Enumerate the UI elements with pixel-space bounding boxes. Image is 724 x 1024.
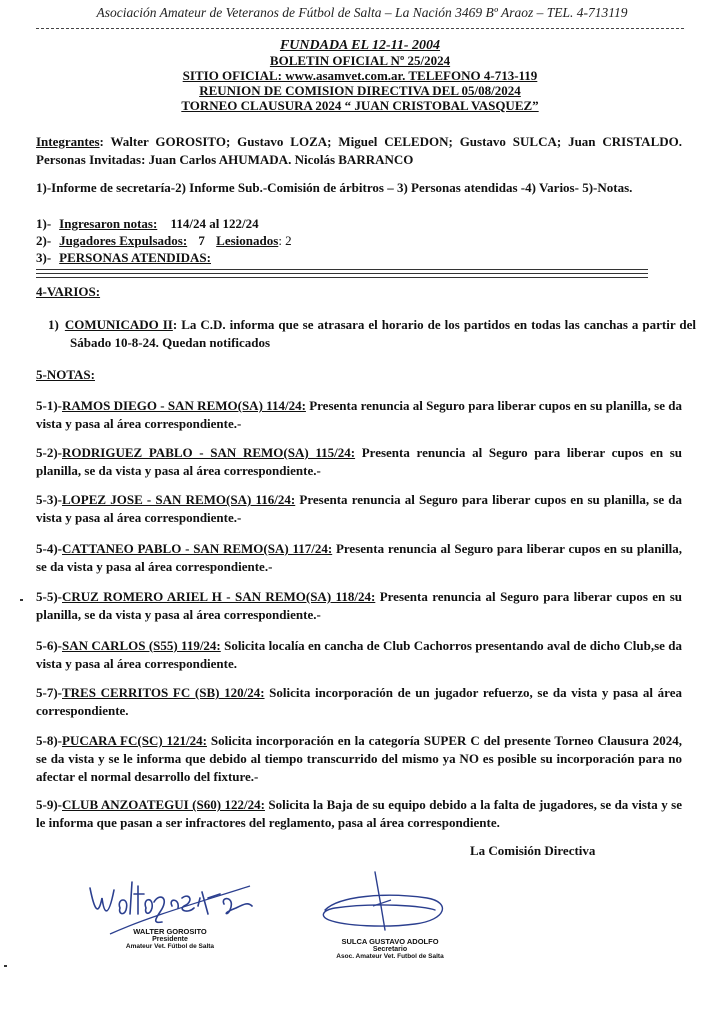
note-reference: CATTANEO PABLO - SAN REMO(SA) 117/24: xyxy=(62,541,333,556)
bulletin-number: BOLETIN OFICIAL Nº 25/2024 xyxy=(269,53,451,68)
note-reference: CRUZ ROMERO ARIEL H - SAN REMO(SA) 118/24: xyxy=(62,589,376,604)
injured-label: Lesionados xyxy=(216,233,279,248)
signer-name: SULCA GUSTAVO ADOLFO xyxy=(341,937,439,946)
varios-item: 1) COMUNICADO II: La C.D. informa que se atrasara el horario de los partidos en todas las canchas a partir del Sábado 10-8-24. Quedan notificados xyxy=(48,317,697,350)
players-line: 2)- Jugadores Expulsados: 7 Lesionados: 2 xyxy=(36,233,292,248)
signer-role: Presidente xyxy=(152,936,188,943)
note-reference: LOPEZ JOSE - SAN REMO(SA) 116/24: xyxy=(62,492,296,507)
bulletin-header xyxy=(36,38,684,113)
members-label: Integrantes xyxy=(36,134,100,149)
agenda-line: 1)-Informe de secretaría-2) Informe Sub.-Comisión de árbitros – 3) Personas atendidas -4) Varios- 5)-Notas. xyxy=(36,180,633,195)
note-item: 5-1)-RAMOS DIEGO - SAN REMO(SA) 114/24: Presenta renuncia al Seguro para liberar cupos en su planilla, se da vista y pasa al área correspondiente.- xyxy=(36,398,682,431)
tournament-title: TORNEO CLAUSURA 2024 “ JUAN CRISTOBAL VASQUEZ” xyxy=(181,98,539,113)
sign-off: La Comisión Directiva xyxy=(470,843,596,858)
members-paragraph xyxy=(36,133,682,169)
note-item: 5-3)-LOPEZ JOSE - SAN REMO(SA) 116/24: Presenta renuncia al Seguro para liberar cupos en su planilla, se da vista y pasa al área correspondiente.- xyxy=(36,492,682,525)
signature-secretary xyxy=(315,866,465,970)
letterhead-divider xyxy=(36,28,684,29)
notas-title: 5-NOTAS: xyxy=(36,367,95,382)
signer-role: Secretario xyxy=(372,946,408,953)
note-item: 5-4)-CATTANEO PABLO - SAN REMO(SA) 117/24: Presenta renuncia al Seguro para liberar cupos en su planilla, se da vista y pasa al área correspondiente.- xyxy=(36,541,683,574)
section-rule xyxy=(36,273,648,274)
section-rule xyxy=(36,269,648,270)
varios-title: 4-VARIOS: xyxy=(36,284,101,299)
members-names: : Walter GOROSITO; Gustavo LOZA; Miguel CELEDON; Gustavo SULCA; Juan CRISTALDO. Personas Invitadas: Juan Carlos AHUMADA. Nicolás BARRANCO xyxy=(36,134,682,167)
signer-org: Amateur Vet. Fútbol de Salta xyxy=(125,943,215,950)
notes-received-label: Ingresaron notas: xyxy=(59,216,158,231)
comunicado-text: : La C.D. informa que se atrasara el horario de los partidos en todas las canchas a partir del Sábado 10-8-24. Quedan notificados xyxy=(70,317,697,350)
note-reference: TRES CERRITOS FC (SB) 120/24: xyxy=(62,685,265,700)
signature-president xyxy=(80,868,260,968)
note-reference: RAMOS DIEGO - SAN REMO(SA) 114/24: xyxy=(62,398,306,413)
meeting-title: REUNION DE COMISION DIRECTIVA DEL 05/08/2024 xyxy=(199,83,521,98)
expelled-label: Jugadores Expulsados: xyxy=(59,233,188,248)
note-item: 5-7)-TRES CERRITOS FC (SB) 120/24: Solicita incorporación de un jugador refuerzo, se da vista y pasa al área correspondiente. xyxy=(36,685,682,718)
handwritten-signature-icon xyxy=(315,866,465,934)
persons-attended-label: PERSONAS ATENDIDAS: xyxy=(59,250,211,265)
injured-value: : 2 xyxy=(278,233,292,248)
note-reference: SAN CARLOS (S55) 119/24: xyxy=(62,638,221,653)
note-item: 5-8)-PUCARA FC(SC) 121/24: Solicita incorporación en la categoría SUPER C del presente Torneo Clausura 2024, se da vista y se le informa que debido al tiempo transcurrido del mismo ya NO es posible su incorporación para no afectar el normal desarrollo del fixture.- xyxy=(36,733,682,784)
note-item: 5-9)-CLUB ANZOATEGUI (S60) 122/24: Solicita la Baja de su equipo debido a la falta de jugadores, se da vista y se le informa que pasan a ser infractores del reglamento, pasa al área correspondiente. xyxy=(36,797,682,830)
note-item: 5-6)-SAN CARLOS (S55) 119/24: Solicita localía en cancha de Club Cachorros presentando aval de dicho Club,se da vista y pasa al área correspondiente. xyxy=(36,638,683,671)
comunicado-label: COMUNICADO II xyxy=(64,317,173,332)
expelled-value: 7 xyxy=(198,233,205,248)
notes-received-value: 114/24 al 122/24 xyxy=(170,216,259,231)
signer-name: WALTER GOROSITO xyxy=(133,927,207,936)
letterhead: Asociación Amateur de Veteranos de Fútbol de Salta – La Nación 3469 Bº Araoz – TEL. 4-713119 xyxy=(96,5,628,20)
founded-date: FUNDADA EL 12-11- 2004 xyxy=(279,38,441,53)
scan-speck xyxy=(4,965,7,967)
scan-speck xyxy=(20,599,23,601)
official-site: SITIO OFICIAL: www.asamvet.com.ar. TELEFONO 4-713-119 xyxy=(182,68,538,83)
note-item: 5-5)-CRUZ ROMERO ARIEL H - SAN REMO(SA) 118/24: Presenta renuncia al Seguro para liberar cupos en su planilla, se da vista y pasa al área correspondiente.- xyxy=(36,589,682,622)
note-item: 5-2)-RODRIGUEZ PABLO - SAN REMO(SA) 115/24: Presenta renuncia al Seguro para liberar cupos en su planilla, se da vista y pasa al área correspondiente.- xyxy=(36,445,682,478)
note-reference: RODRIGUEZ PABLO - SAN REMO(SA) 115/24: xyxy=(62,445,356,460)
section-rule xyxy=(36,277,648,278)
note-reference: CLUB ANZOATEGUI (S60) 122/24: xyxy=(62,797,265,812)
note-reference: PUCARA FC(SC) 121/24: xyxy=(62,733,207,748)
signer-org: Asoc. Amateur Vet. Futbol de Salta xyxy=(336,953,444,960)
notes-received-line: 1)- Ingresaron notas: 114/24 al 122/24 xyxy=(36,216,259,231)
persons-line: 3)- PERSONAS ATENDIDAS: xyxy=(36,250,211,265)
